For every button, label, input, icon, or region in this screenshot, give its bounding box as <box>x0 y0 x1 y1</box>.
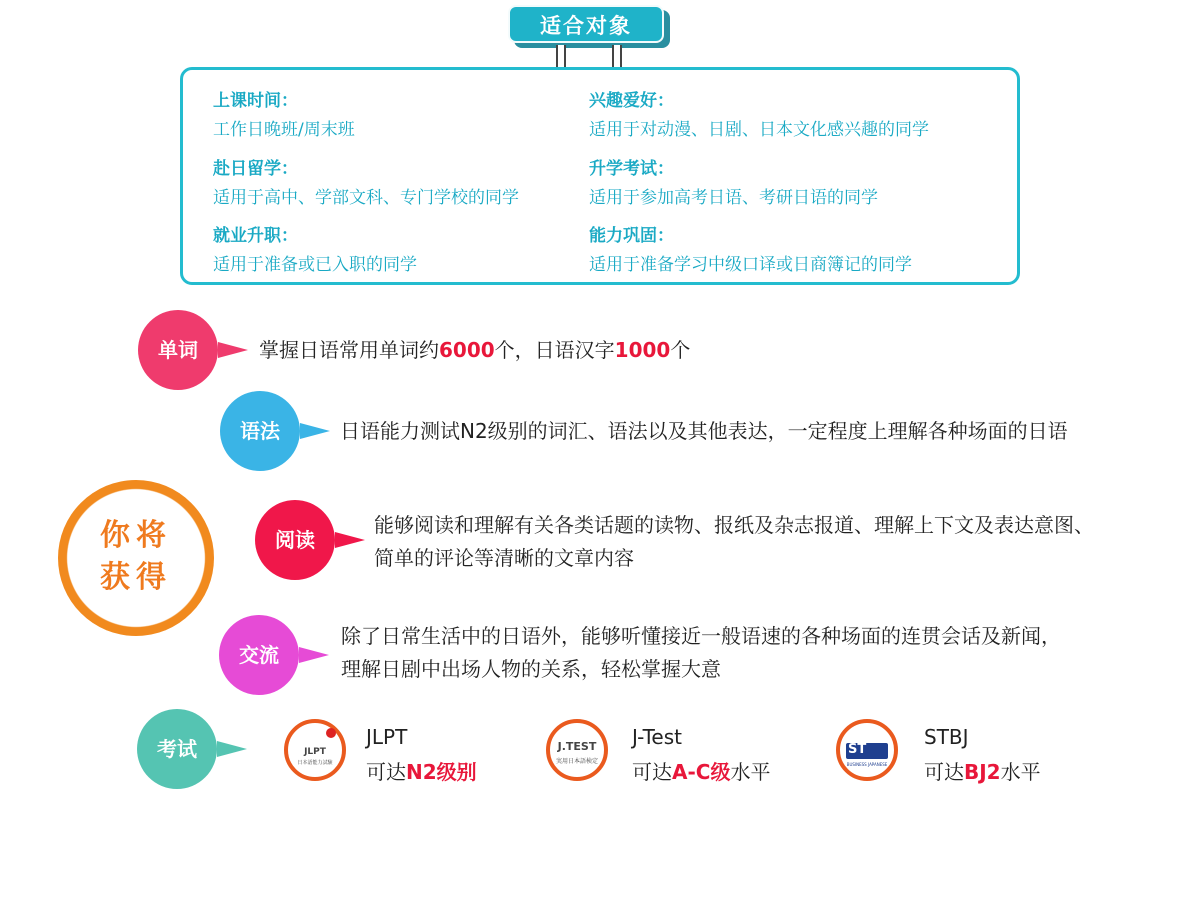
exam-level: 可达N2级别 <box>366 760 477 784</box>
audience-value: 适用于准备学习中级口译或日商簿记的同学 <box>589 255 912 275</box>
audience-value: 适用于高中、学部文科、专门学校的同学 <box>213 188 519 208</box>
skill-comm-text: 除了日常生活中的日语外，能够听懂接近一般语速的各种场面的连贯会话及新闻， 理解日剧中出场人物的关系，轻松掌握大意 <box>341 624 1061 681</box>
header-post-right <box>612 45 622 69</box>
exam-name: J-Test <box>632 725 682 749</box>
audience-value: 工作日晚班/周末班 <box>213 120 355 140</box>
sun-icon <box>326 728 336 738</box>
skill-reading-circle: 阅读 <box>255 500 335 580</box>
skill-comm-pointer <box>299 647 329 663</box>
audience-key: 兴趣爱好： <box>589 91 674 111</box>
exam-level: 可达A-C级水平 <box>632 760 771 784</box>
center-badge-text: 你将 获得 <box>100 518 172 595</box>
skill-exam-pointer <box>217 741 247 757</box>
audience-key: 上课时间： <box>213 91 298 111</box>
jlpt-logo: JLPT 日本語能力試験 <box>284 719 346 781</box>
skill-words-text: 掌握日语常用单词约6000个，日语汉字1000个 <box>259 338 691 362</box>
skill-words-circle: 单词 <box>138 310 218 390</box>
skill-comm-circle: 交流 <box>219 615 299 695</box>
audience-key: 能力巩固： <box>589 226 674 246</box>
skill-reading-pointer <box>335 532 365 548</box>
skill-words-pointer <box>218 342 248 358</box>
audience-key: 就业升职： <box>213 226 298 246</box>
skill-grammar-circle: 语法 <box>220 391 300 471</box>
exam-name: JLPT <box>366 725 408 749</box>
header-title: 适合对象 <box>508 5 664 43</box>
skill-exam-circle: 考试 <box>137 709 217 789</box>
stbj-logo: ST BUSINESS JAPANESE <box>836 719 898 781</box>
exam-level: 可达BJ2水平 <box>924 760 1041 784</box>
audience-value: 适用于对动漫、日剧、日本文化感兴趣的同学 <box>589 120 929 140</box>
audience-value: 适用于准备或已入职的同学 <box>213 255 417 275</box>
header-post-left <box>556 45 566 69</box>
exam-name: STBJ <box>924 725 969 749</box>
skill-grammar-pointer <box>300 423 330 439</box>
skill-reading-text: 能够阅读和理解有关各类话题的读物、报纸及杂志报道、理解上下文及表达意图、 简单的评论等清晰的文章内容 <box>374 513 1094 570</box>
audience-value: 适用于参加高考日语、考研日语的同学 <box>589 188 878 208</box>
jtest-logo: J.TEST 実用日本語検定 <box>546 719 608 781</box>
audience-key: 升学考试： <box>589 159 674 179</box>
audience-key: 赴日留学： <box>213 159 298 179</box>
skill-grammar-text: 日语能力测试N2级别的词汇、语法以及其他表达，一定程度上理解各种场面的日语 <box>340 419 1068 443</box>
